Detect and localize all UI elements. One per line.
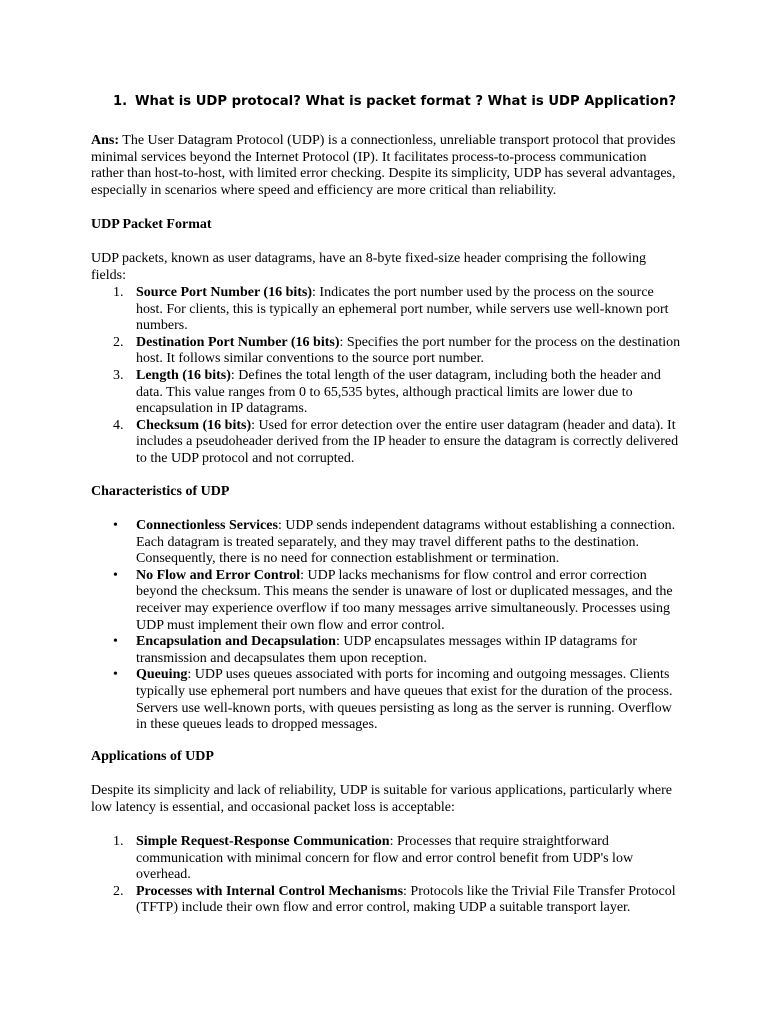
list-number: 1. [113,285,124,300]
field-description: : Used for error detection over the entire user datagram (header and data). It includes a pseudoheader derived from the IP header to ensure the datagram is correctly delivered to the UDP protocol and not corrupted. [136,417,679,466]
list-item [91,368,681,418]
bullet-icon: • [113,518,118,533]
intro-text: Despite its simplicity and lack of reliability, UDP is suitable for various applications, particularly where low latency is essential, and occasional packet loss is acceptable: [91,783,672,815]
application-description: : Protocols like the Trivial File Transfer Protocol (TFTP) include their own flow and error control, making UDP a suitable transport layer. [136,883,676,916]
characteristic-description: : UDP uses queues associated with ports for incoming and outgoing messages. Clients typically use ephemeral port numbers and have queues that exist for the duration of the process. Servers use well-known ports, with queues persisting as long as the server is running. Overflow in these queues leads to dropped messages. [136,667,673,733]
list-item [91,667,681,733]
application-term: Processes with Internal Control Mechanisms [136,883,404,899]
list-item [91,834,681,884]
list-number: 1. [113,834,124,849]
applications-intro [91,783,681,816]
intro-text: UDP packets, known as user datagrams, have an 8-byte fixed-size header comprising the following fields: [91,251,647,283]
packet-format-list [91,285,681,468]
answer-paragraph [91,133,681,199]
list-item [91,634,681,667]
section-heading: Applications of UDP [91,749,214,764]
list-number: 2. [113,883,124,899]
field-term: Destination Port Number (16 bits) [136,334,340,350]
characteristics-list [91,518,681,734]
characteristic-description: : UDP lacks mechanisms for flow control and error correction beyond the checksum. This means the sender is unaware of lost or duplicated messages, and the receiver may experience overflow if too many messages arrive simultaneously. Processes using UDP must implement their own flow and error control. [136,567,673,633]
field-description: : Defines the total length of the user datagram, including both the header and data. This value ranges from 0 to 65,535 bytes, although practical limits are lower due to encapsulation in IP datagrams. [136,367,661,417]
characteristic-term: Encapsulation and Decapsulation [136,634,336,650]
answer-text: The User Datagram Protocol (UDP) is a connectionless, unreliable transport protocol that provides minimal services beyond the Internet Protocol (IP). It facilitates process-to-process communication rather than host-to-host, with limited error checking. Despite its simplicity, UDP has several advantages, especially in scenarios where speed and efficiency are more critical than reliability. [91,133,676,198]
characteristic-description: : UDP encapsulates messages within IP datagrams for transmission and decapsulates them upon reception. [136,634,638,666]
application-term: Simple Request-Response Communication [136,834,390,849]
characteristic-term: Connectionless Services [136,518,278,533]
list-item [91,335,681,368]
list-number: 3. [113,367,124,383]
bullet-icon: • [113,567,118,583]
list-number: 2. [113,334,124,350]
answer-label: Ans: [91,133,120,148]
characteristic-term: Queuing [136,667,188,683]
applications-list [91,834,681,917]
section-heading: UDP Packet Format [91,217,212,232]
section-heading: Characteristics of UDP [91,484,230,499]
bullet-icon: • [113,667,118,683]
field-term: Source Port Number (16 bits) [136,285,313,300]
field-term: Checksum (16 bits) [136,417,252,433]
question-number: 1. [113,94,128,109]
application-description: : Processes that require straightforward communication with minimal concern for flow and error control benefit from UDP's low overhead. [136,834,634,883]
question-text: What is UDP protocal? What is packet format ? What is UDP Application? [135,94,676,109]
characteristics-heading [91,484,681,501]
list-item [91,285,681,335]
list-number: 4. [113,417,124,433]
characteristic-description: : UDP sends independent datagrams without establishing a connection. Each datagram is treated separately, and they may travel different paths to the destination. Consequently, there is no need for connection establishment or termination. [136,518,676,567]
question-heading [113,93,676,111]
list-item [91,884,681,917]
bullet-icon: • [113,634,118,650]
field-description: : Indicates the port number used by the process on the source host. For clients, this is typically an ephemeral port number, while servers use well-known port numbers. [136,285,669,334]
characteristic-term: No Flow and Error Control [136,567,301,583]
field-term: Length (16 bits) [136,367,231,383]
field-description: : Specifies the port number for the process on the destination host. It follows similar conventions to the source port number. [136,334,681,367]
list-item [91,518,681,568]
packet-format-heading [91,217,681,234]
packet-format-intro [91,251,681,284]
list-item [91,418,681,468]
list-item [91,568,681,634]
applications-heading [91,749,681,766]
